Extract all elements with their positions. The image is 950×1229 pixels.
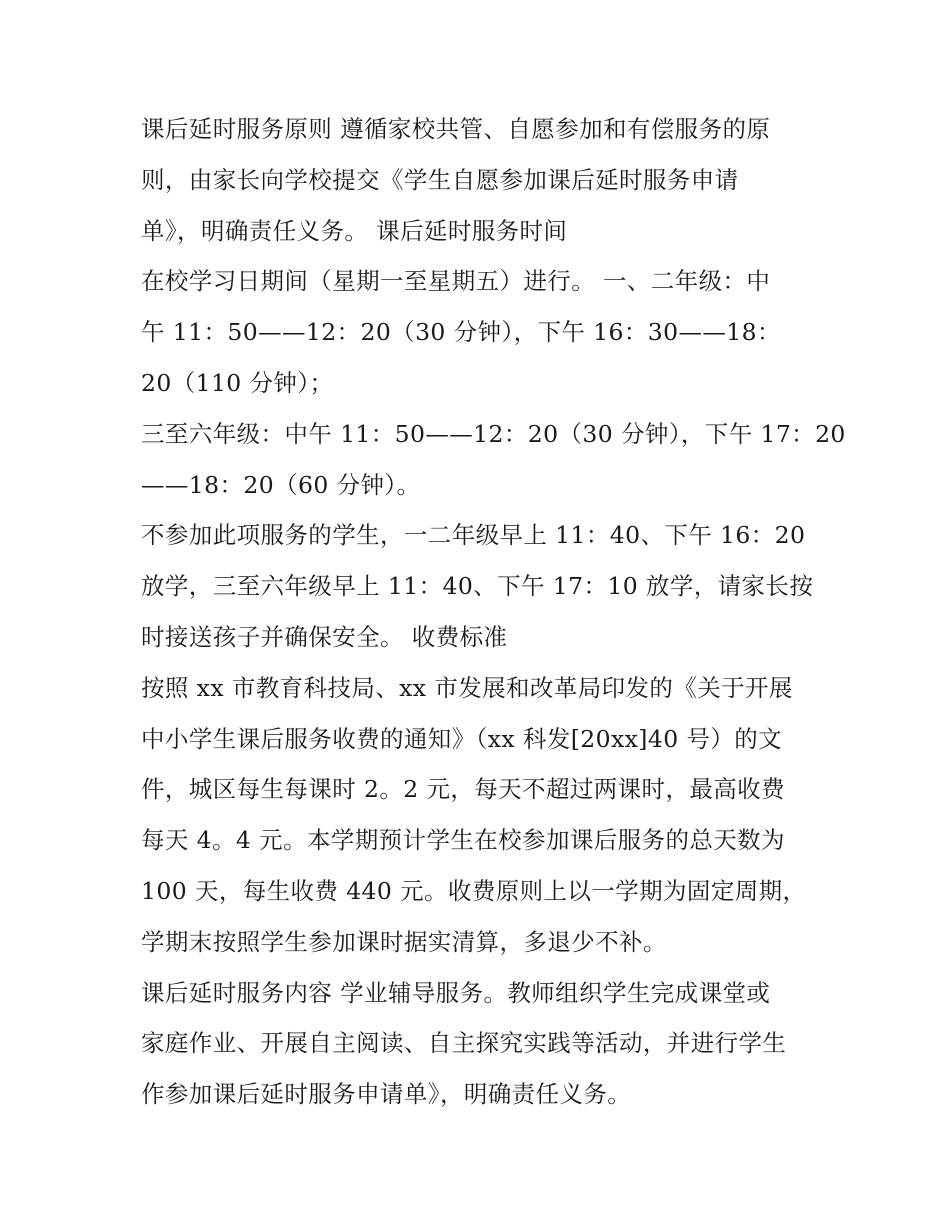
text-line: 100 天，每生收费 440 元。收费原则上以一学期为固定周期， bbox=[141, 876, 807, 905]
text-line: 学期末按照学生参加课时据实清算，多退少不补。 bbox=[141, 927, 667, 956]
text-line: 三至六年级：中午 11：50——12：20（30 分钟），下午 17：20 bbox=[141, 419, 846, 448]
text-line: 20（110 分钟）； bbox=[141, 368, 334, 397]
text-line: 则，由家长向学校提交《学生自愿参加课后延时服务申请 bbox=[141, 165, 739, 194]
text-line: 按照 xx 市教育科技局、xx 市发展和改革局印发的《关于开展 bbox=[141, 673, 793, 702]
text-line: 午 11：50——12：20（30 分钟），下午 16：30——18： bbox=[141, 318, 781, 347]
text-line: ——18：20（60 分钟）。 bbox=[141, 470, 421, 499]
text-line: 作参加课后延时服务申请单》，明确责任义务。 bbox=[141, 1080, 632, 1109]
text-line: 课后延时服务原则 遵循家校共管、自愿参加和有偿服务的原 bbox=[141, 115, 771, 143]
text-line: 家庭作业、开展自主阅读、自主探究实践等活动，并进行学生 bbox=[141, 1029, 787, 1058]
text-line: 中小学生课后服务收费的通知》（xx 科发[20xx]40 号）的文 bbox=[141, 724, 783, 753]
document-body bbox=[141, 104, 846, 1120]
text-line: 不参加此项服务的学生，一二年级早上 11：40、下午 16：20 bbox=[141, 521, 806, 550]
text-line: 在校学习日期间（星期一至星期五）进行。 一、二年级：中 bbox=[141, 267, 771, 296]
text-line: 时接送孩子并确保安全。 收费标准 bbox=[141, 622, 508, 651]
text-line: 件，城区每生每课时 2。2 元，每天不超过两课时，最高收费 bbox=[141, 775, 785, 804]
text-line: 每天 4。4 元。本学期预计学生在校参加课后服务的总天数为 bbox=[141, 826, 785, 855]
text-line: 单》，明确责任义务。 课后延时服务时间 bbox=[141, 216, 568, 245]
text-line: 放学，三至六年级早上 11：40、下午 17：10 放学，请家长按 bbox=[141, 572, 814, 601]
text-line: 课后延时服务内容 学业辅导服务。教师组织学生完成课堂或 bbox=[141, 978, 771, 1007]
